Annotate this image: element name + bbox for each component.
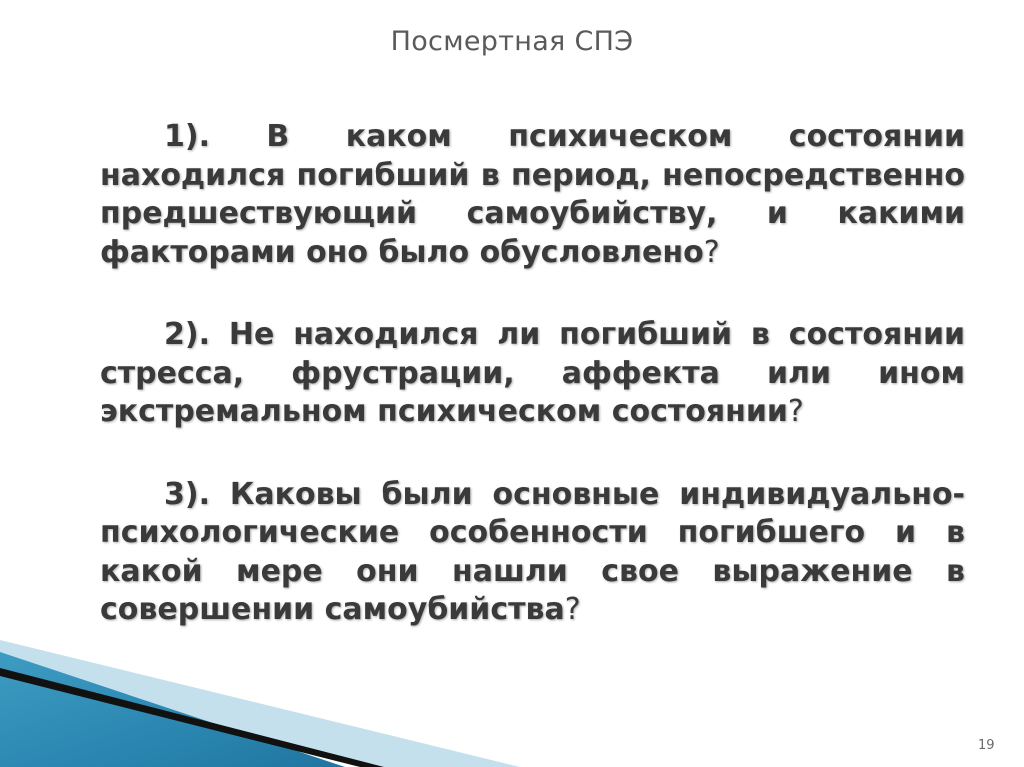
question-text: 1). В каком психическом состоянии находился погибший в период, непосредственно предшествующий самоубийству, и какими факторами оно было обусловлено <box>100 119 965 270</box>
question-text: 3). Каковы были основные индивидуально-психологические особенности погибшего и в какой мере они нашли свое выражение в совершении самоубийства <box>100 476 965 627</box>
question-mark: ? <box>703 234 720 270</box>
slide-body <box>100 118 965 630</box>
question-text: 2). Не находился ли погибший в состоянии стресса, фрустрации, аффекта или ином экстремальном психическом состоянии <box>100 317 965 429</box>
page-number: 19 <box>978 738 995 753</box>
question-paragraph-2 <box>100 316 965 432</box>
question-paragraph-3 <box>100 476 965 630</box>
question-paragraph-1 <box>100 118 965 272</box>
question-mark: ? <box>564 592 581 627</box>
question-mark: ? <box>787 394 804 429</box>
slide-title: Посмертная СПЭ <box>390 26 634 57</box>
